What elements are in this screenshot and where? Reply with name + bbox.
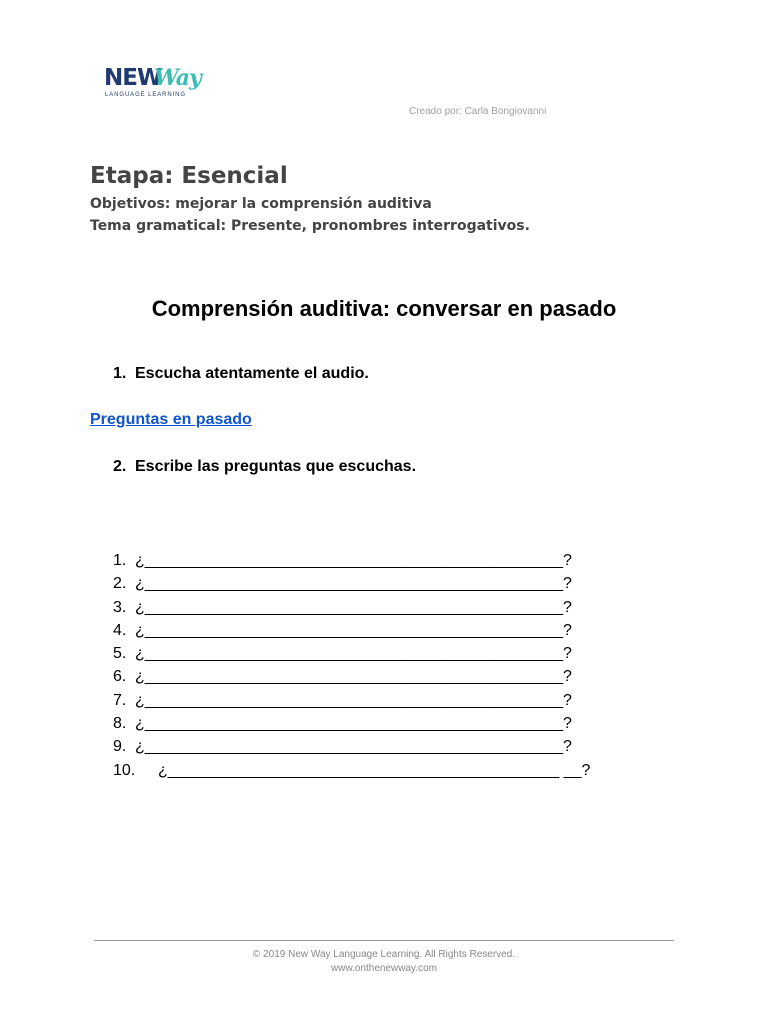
- answer-blank: ¿_______________________________________________?: [135, 691, 572, 709]
- answer-line[interactable]: [113, 642, 653, 665]
- answer-blank: ¿_______________________________________________?: [135, 668, 572, 686]
- footer-copyright: © 2019 New Way Language Learning. All Rights Reserved.: [252, 949, 516, 960]
- instruction-1: [113, 365, 369, 383]
- answer-line[interactable]: [113, 665, 653, 688]
- instruction-text: Escucha atentamente el audio.: [135, 365, 369, 382]
- worksheet-title: Comprensión auditiva: conversar en pasado: [151, 296, 617, 321]
- answer-number: 9.: [113, 738, 127, 756]
- answer-line[interactable]: [113, 619, 653, 642]
- answer-line[interactable]: [113, 735, 653, 758]
- logo-new-text: NEW: [104, 65, 162, 91]
- instruction-text: Escribe las preguntas que escuchas.: [135, 458, 417, 475]
- instruction-number: 1.: [113, 365, 127, 382]
- answer-number: 1.: [113, 552, 127, 569]
- answer-line[interactable]: [113, 759, 653, 782]
- newway-logo: [104, 64, 204, 100]
- answer-blank: ¿_______________________________________________?: [135, 598, 572, 616]
- answer-number: 5.: [113, 645, 127, 663]
- answer-number: 4.: [113, 621, 127, 639]
- answer-blank: ¿_______________________________________________?: [135, 575, 572, 593]
- answer-line[interactable]: [113, 572, 653, 595]
- logo-subtitle: LANGUAGE LEARNING: [105, 92, 186, 98]
- answer-number: 7.: [113, 691, 127, 709]
- answer-number: 10.: [113, 761, 136, 779]
- creator-credit: Creado por: Carla Bongiovanni: [409, 106, 547, 117]
- answer-line[interactable]: [113, 712, 653, 735]
- answer-line[interactable]: [113, 596, 653, 619]
- answer-blank: ¿_______________________________________________?: [135, 552, 572, 569]
- answer-lines-list: [113, 549, 653, 782]
- stage-heading: Etapa: Esencial: [90, 163, 288, 189]
- answer-number: 2.: [113, 575, 127, 593]
- instruction-number: 2.: [113, 458, 127, 475]
- logo-way-text: Way: [154, 65, 201, 91]
- footer-divider: [94, 940, 674, 941]
- answer-number: 6.: [113, 668, 127, 686]
- answer-blank: ¿____________________________________________ __?: [158, 761, 591, 779]
- instruction-2: [113, 458, 416, 476]
- grammar-topic-line: Tema gramatical: Presente, pronombres interrogativos.: [90, 218, 530, 234]
- footer-website: www.onthenewway.com: [331, 963, 437, 974]
- answer-line[interactable]: [113, 549, 653, 572]
- answer-blank: ¿_______________________________________________?: [135, 645, 572, 663]
- answer-line[interactable]: [113, 689, 653, 712]
- objectives-line: Objetivos: mejorar la comprensión auditiva: [90, 196, 432, 212]
- answer-number: 3.: [113, 598, 127, 616]
- answer-blank: ¿_______________________________________________?: [135, 715, 572, 733]
- audio-link[interactable]: Preguntas en pasado: [90, 411, 252, 428]
- answer-blank: ¿_______________________________________________?: [135, 738, 572, 756]
- answer-blank: ¿_______________________________________________?: [135, 621, 572, 639]
- answer-number: 8.: [113, 715, 127, 733]
